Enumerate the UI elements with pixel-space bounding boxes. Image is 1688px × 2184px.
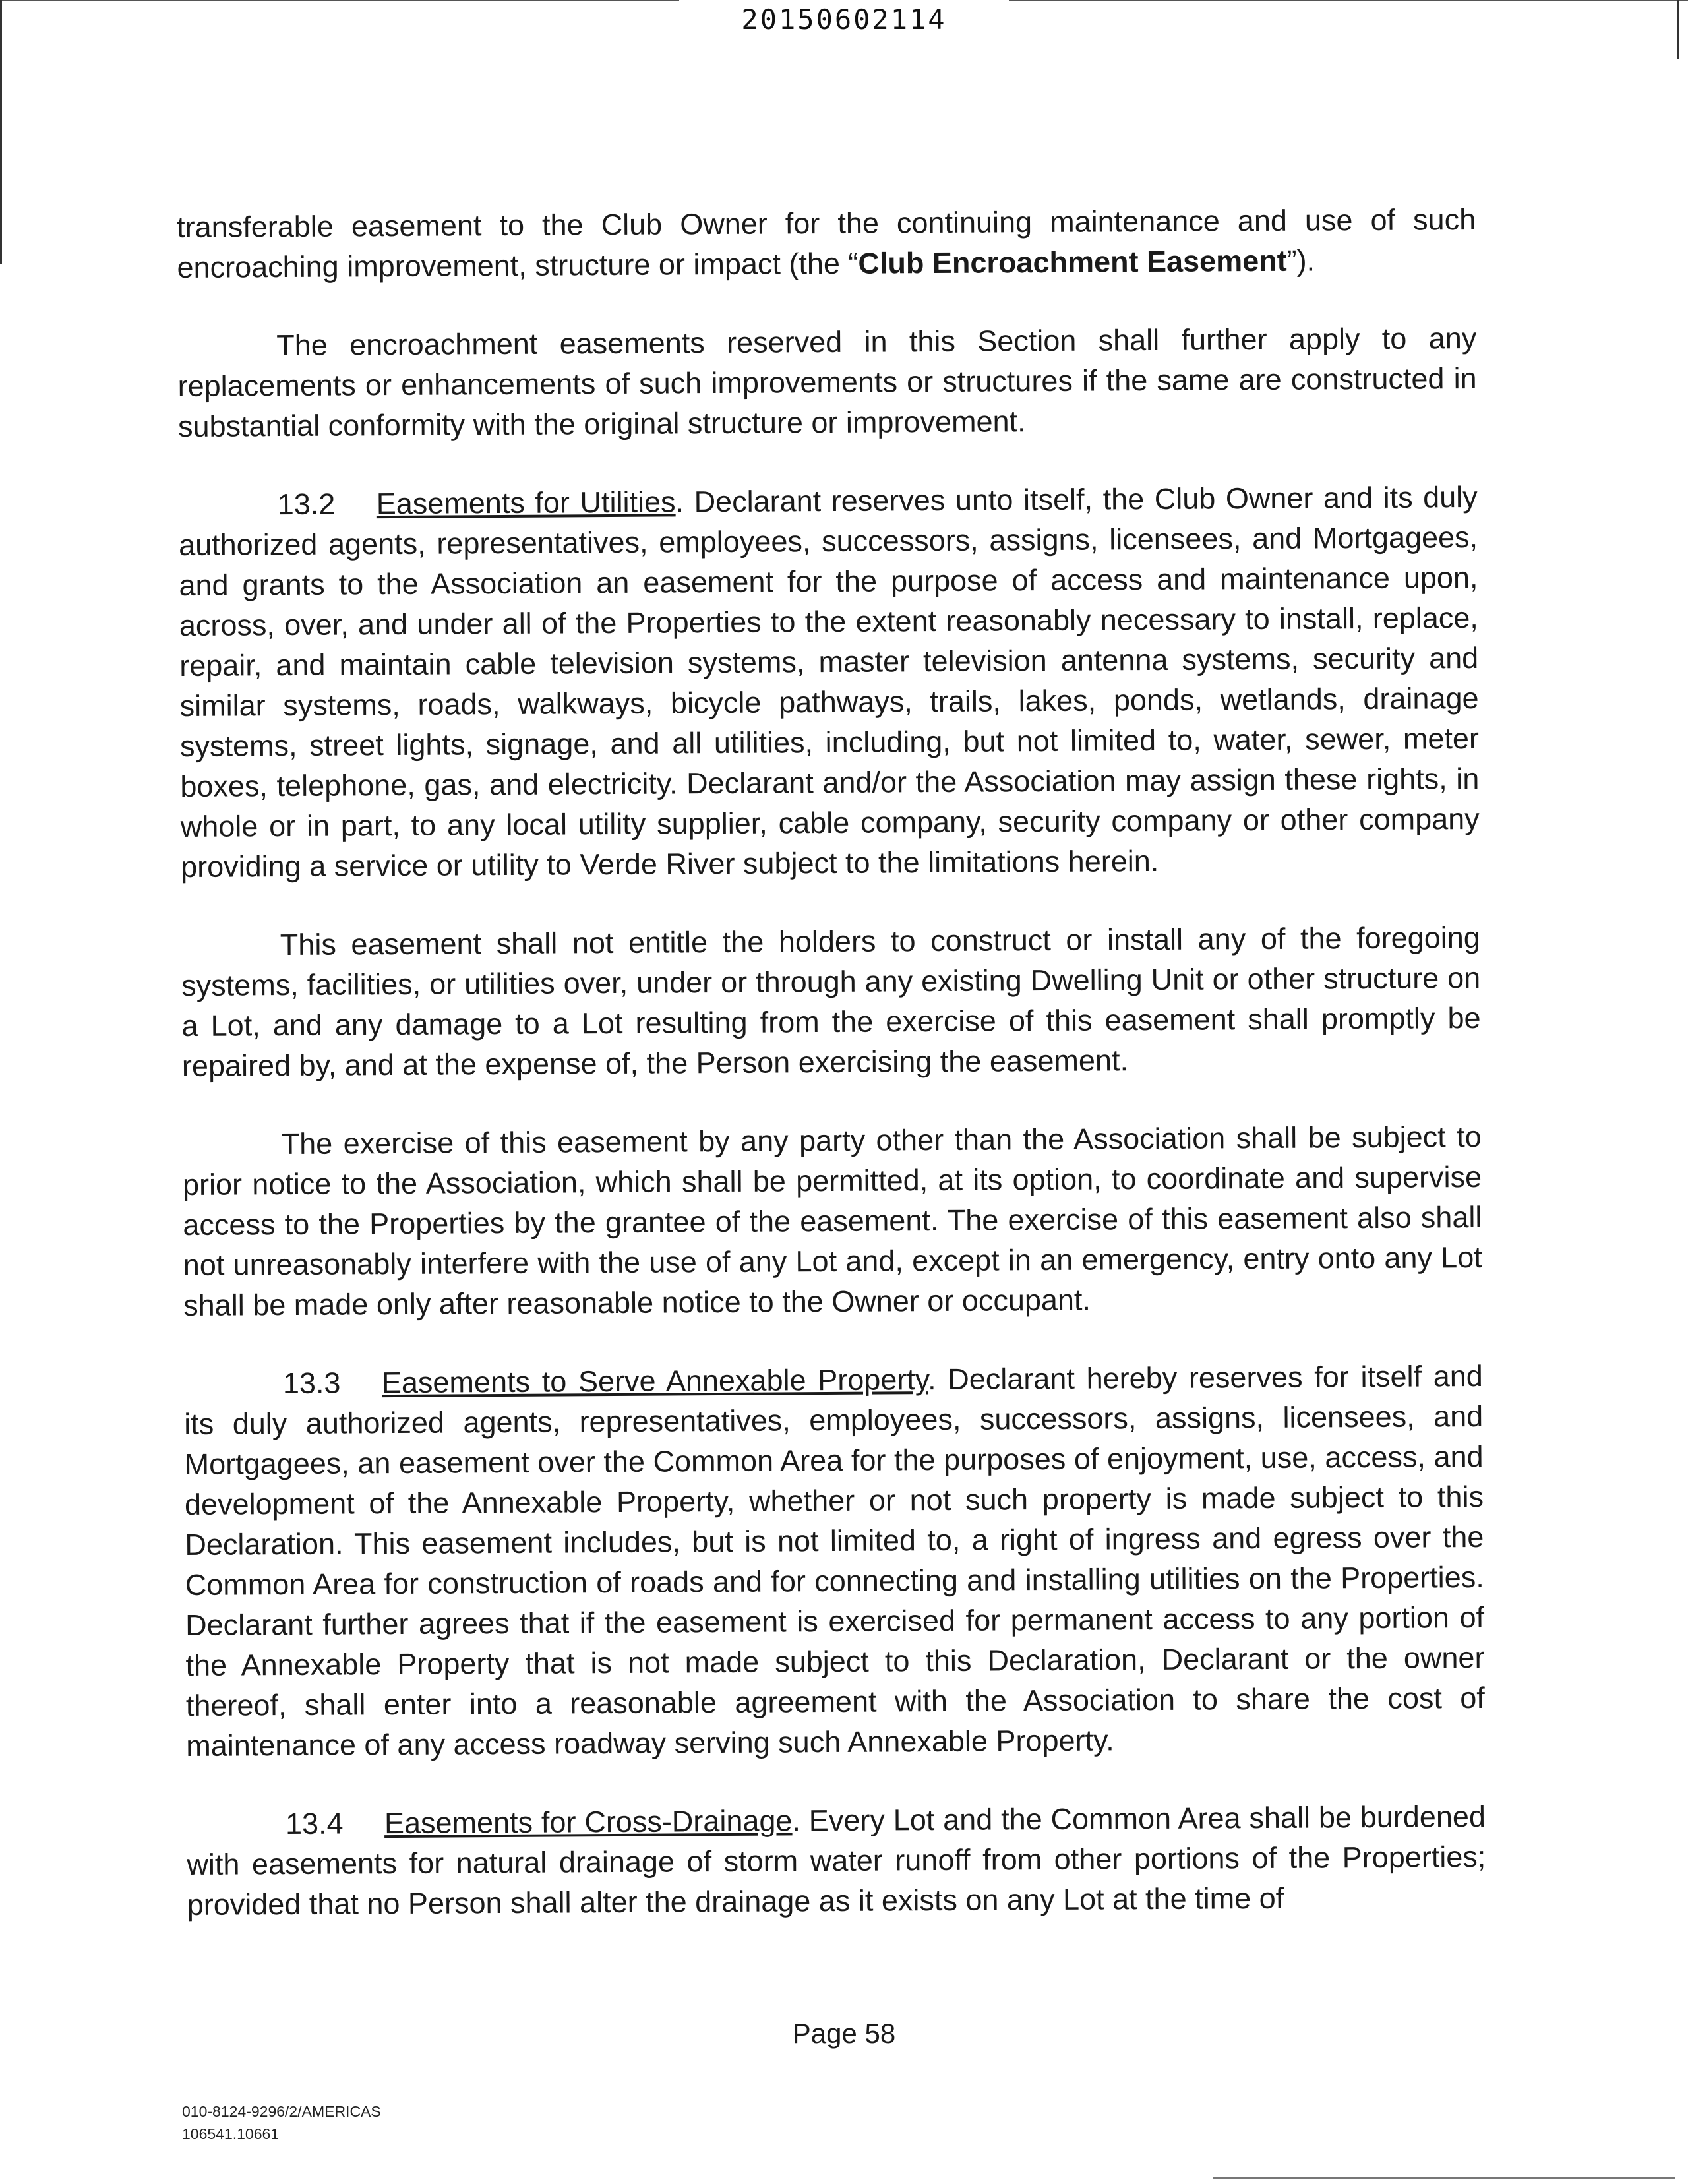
document-id-line: 010-8124-9296/2/AMERICAS [182,2103,381,2120]
section-heading: Easements to Serve Annexable Property [381,1362,928,1400]
paragraph-continuation [177,199,1476,288]
page-number: Page 58 [792,2018,896,2049]
paragraph-text: ”). [1286,243,1315,278]
paragraph-easement-notice: The exercise of this easement by any party other than the Association shall be subject to prior notice to the Association, which shall be permitted, at its option, to coordinate and supervise access to the Properties by the grantee of the easement. The exercise of this easement also shall not unreasonably interfere with the use of any Lot and, except in an emergency, entry onto any Lot shall be made only after reasonable notice to the Owner or occupant. [182,1119,1482,1322]
section-heading: Easements for Utilities [376,485,676,521]
recording-number: 20150602114 [741,3,947,36]
section-text: . Declarant hereby reserves for itself and its duly authorized agents, representatives, employees, successors, assigns, licensees, and Mortgagees, an easement over the Common Area for the purposes of enjoyment, use, access, and development of the Annexable Property, whether or not such property is made subject to this Declaration. This easement includes, but is not limited to, a right of ingress and egress over the Common Area for construction of roads and for connecting and installing utilities on the Properties. Declarant further agrees that if the easement is exercised for permanent access to any portion of the Annexable Property that is not made subject to this Declaration, Declarant or the owner thereof, shall enter into a reasonable agreement with the Association to share the cost of maintenance of any access roadway serving such Annexable Property. [184,1358,1486,1763]
section-number: 13.4 [285,1806,344,1841]
defined-term: Club Encroachment Easement [858,243,1287,280]
section-heading: Easements for Cross-Drainage [384,1804,793,1840]
paragraph-text: transferable easement to the Club Owner for the continuing maintenance and use of such encroaching improvement, structure or impact (the “ [177,202,1476,284]
document-id-line: 106541.10661 [182,2125,280,2142]
section-13-3 [184,1356,1486,1766]
paragraph-easement-limits: This easement shall not entitle the holders to construct or install any of the foregoing systems, facilities, or utilities over, under or through any existing Dwelling Unit or other structure on a Lot, and any damage to a Lot resulting from the exercise of this easement shall promptly be repaired by, and at the expense of, the Person exercising the easement. [181,920,1481,1083]
section-text: . Every Lot and the Common Area shall be burdened with easements for natural drainage of storm water runoff from other portions of the Properties; provided that no Person shall alter the drainage as it exists on any Lot at the time of [187,1799,1486,1922]
paragraph-encroachment-replacements: The encroachment easements reserved in this Section shall further apply to any replacements or enhancements of such improvements or structures if the same are constructed in substantial conformity with the original structure or improvement. [177,320,1477,443]
section-13-4 [187,1796,1486,1925]
section-number: 13.2 [277,487,336,522]
scan-border-bottom [1213,2177,1675,2179]
section-text: . Declarant reserves unto itself, the Club Owner and its duly authorized agents, representatives, employees, successors, assigns, licensees, and Mortgagees, and grants to the Association an easement for the purpose of access and maintenance upon, across, over, and under all of the Properties to the extent reasonably necessary to install, replace, repair, and maintain cable television systems, master television antenna systems, security and similar systems, roads, walkways, bicycle pathways, trails, lakes, ponds, wetlands, drainage systems, street lights, signage, and all utilities, including, but not limited to, water, sewer, meter boxes, telephone, gas, and electricity. Declarant and/or the Association may assign these rights, in whole or in part, to any local utility supplier, cable company, security company or other company providing a service or utility to Verde River subject to the limitations herein. [178,479,1480,884]
section-number: 13.3 [282,1366,341,1401]
document-id [182,2100,381,2145]
section-13-2 [179,477,1480,887]
document-body [177,199,1486,1963]
scan-border-left [0,0,2,264]
